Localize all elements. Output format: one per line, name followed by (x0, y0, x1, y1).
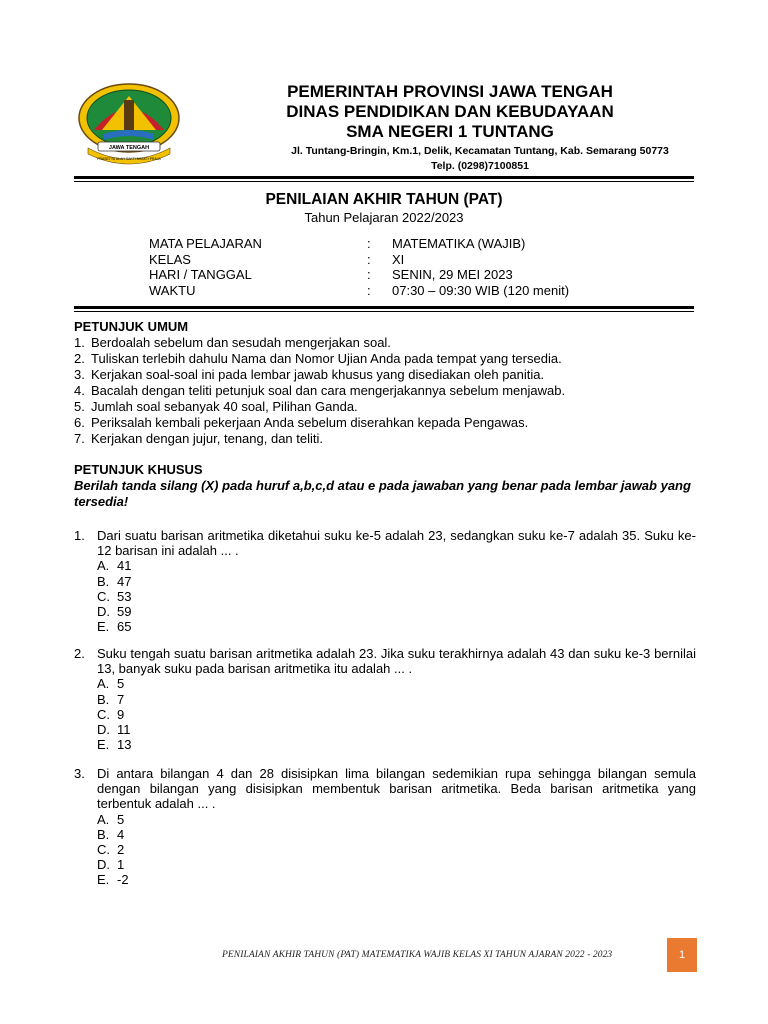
list-item: 1. Berdoalah sebelum dan sesudah mengerjakan soal. (74, 335, 391, 350)
letterhead-address: Jl. Tuntang-Bringin, Km.1, Delik, Kecamatan Tuntang, Kab. Semarang 50773 (291, 145, 669, 157)
list-item: 3. Kerjakan soal-soal ini pada lembar jawab khusus yang disediakan oleh panitia. (74, 367, 545, 382)
question-number: 3. (74, 766, 85, 781)
list-item: 7. Kerjakan dengan jujur, tenang, dan teliti. (74, 431, 324, 446)
meta-row: KELAS : XI (149, 251, 405, 267)
letterhead-school: SMA NEGERI 1 TUNTANG (346, 122, 554, 141)
letterhead-province: PEMERINTAH PROVINSI JAWA TENGAH (287, 82, 613, 101)
logo-motto: PRASETYA ULAH SAKTI BHAKTI PRAJA (97, 157, 161, 161)
meta-divider-thin (74, 311, 694, 312)
question-text: Suku tengah suatu barisan aritmetika adalah 23. Jika suku terakhirnya adalah 43 dan suku ke-3 bernilai 13, banyak suku pada barisan aritmetika itu adalah ... . (97, 646, 696, 677)
meta-row: WAKTU : 07:30 – 09:30 WIB (120 menit) (149, 282, 570, 298)
specific-instructions (74, 462, 694, 510)
meta-row: MATA PELAJARAN : MATEMATIKA (WAJIB) (149, 236, 526, 251)
letterhead-divider-thin (74, 181, 694, 182)
specific-instructions-heading: PETUNJUK KHUSUS (74, 462, 203, 477)
question-2 (74, 646, 696, 752)
jawa-tengah-emblem-logo (74, 78, 184, 168)
meta-divider (74, 306, 694, 309)
letterhead-department: DINAS PENDIDIKAN DAN KEBUDAYAAN (286, 102, 614, 121)
option-c: C. 53 (97, 588, 132, 604)
option-a: A. 5 (97, 811, 125, 827)
question-number: 2. (74, 646, 85, 661)
letterhead-divider (74, 176, 694, 179)
option-e: E. 65 (97, 619, 132, 635)
question-text: Dari suatu barisan aritmetika diketahui suku ke-5 adalah 23, sedangkan suku ke-7 adalah 35. Suku ke-12 barisan ini adalah ... . (97, 528, 696, 559)
list-item: 6. Periksalah kembali pekerjaan Anda sebelum diserahkan kepada Pengawas. (74, 415, 529, 430)
list-item: 4. Bacalah dengan teliti petunjuk soal dan cara mengerjakannya sebelum menjawab. (74, 383, 566, 398)
option-d: D. 11 (97, 722, 131, 738)
letterhead (200, 82, 700, 173)
page-number: 1 (667, 938, 697, 972)
general-instructions-heading: PETUNJUK UMUM (74, 319, 189, 334)
letterhead-phone: Telp. (0298)7100851 (431, 160, 529, 172)
exam-title: PENILAIAN AKHIR TAHUN (PAT) (265, 191, 503, 208)
question-3 (74, 766, 696, 888)
question-1 (74, 528, 696, 634)
list-item: 2. Tuliskan terlebih dahulu Nama dan Nomor Ujian Anda pada tempat yang tersedia. (74, 351, 562, 366)
general-instructions-list (74, 335, 694, 447)
option-d: D. 1 (97, 857, 125, 873)
option-a: A. 5 (97, 676, 125, 692)
option-c: C. 2 (97, 842, 125, 858)
option-d: D. 59 (97, 604, 132, 620)
logo-text: JAWA TENGAH (108, 145, 150, 151)
meta-row: HARI / TANGGAL : SENIN, 29 MEI 2023 (149, 267, 513, 282)
exam-meta (149, 236, 569, 298)
question-text: Di antara bilangan 4 dan 28 disisipkan lima bilangan sedemikian rupa sehingga bilangan semula dengan bilangan yang disisipkan membentuk barisan aritmetika. Beda barisan aritmetika yang terbentuk adalah ... . (97, 766, 696, 812)
option-b: B. 4 (97, 826, 125, 842)
list-item: 5. Jumlah soal sebanyak 40 soal, Pilihan Ganda. (74, 399, 358, 414)
specific-instructions-note: Berilah tanda silang (X) pada huruf a,b,c,d atau e pada jawaban yang benar pada lembar jawab yang tersedia! (74, 478, 691, 509)
option-b: B. 47 (97, 573, 132, 589)
option-c: C. 9 (97, 706, 125, 722)
general-instructions (74, 319, 694, 447)
option-e: E. -2 (97, 872, 129, 888)
option-b: B. 7 (97, 691, 125, 707)
option-a: A. 41 (97, 558, 132, 574)
question-number: 1. (74, 528, 85, 543)
page-footer: PENILAIAN AKHIR TAHUN (PAT) MATEMATIKA WAJIB KELAS XI TAHUN AJARAN 2022 - 2023 (222, 950, 613, 960)
option-e: E. 13 (97, 737, 132, 753)
exam-year: Tahun Pelajaran 2022/2023 (304, 210, 464, 225)
exam-title-block (74, 190, 694, 226)
